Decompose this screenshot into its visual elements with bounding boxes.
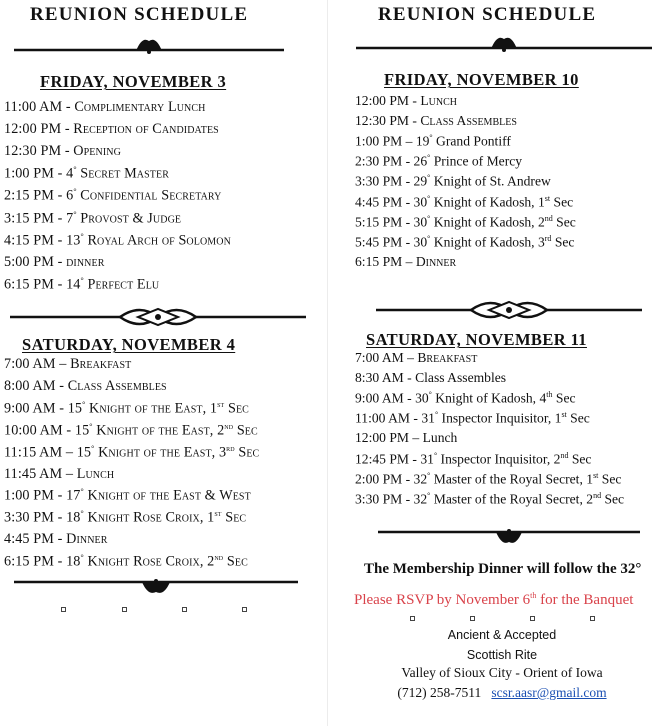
section-suffix: Sec (550, 194, 574, 210)
schedule-event: Lunch (420, 93, 457, 108)
schedule-separator: – (402, 253, 416, 269)
ordinal-suffix: nd (214, 553, 224, 563)
section-suffix: Sec (566, 410, 590, 426)
degree-sign: ° (91, 443, 95, 453)
degree-number: 32 (413, 491, 428, 507)
bullet-square-icon (590, 616, 595, 621)
degree-sign: ° (80, 231, 84, 241)
schedule-separator: - (402, 471, 414, 487)
schedule-event: Knight of Kadosh, 4 (435, 390, 547, 406)
section-suffix: Sec (552, 390, 576, 406)
org-name-line1: Ancient & Accepted (447, 628, 557, 642)
schedule-row (4, 99, 205, 116)
schedule-row (4, 143, 121, 160)
bullet-square-icon (470, 616, 475, 621)
schedule-time: 12:30 PM (355, 113, 410, 129)
degree-sign: ° (427, 233, 431, 243)
schedule-separator: – (62, 444, 77, 461)
degree-number: 15 (74, 422, 90, 439)
schedule-row (355, 173, 551, 190)
schedule-time: 9:00 AM (4, 400, 56, 417)
schedule-time: 11:45 AM (4, 465, 63, 482)
degree-number: 13 (66, 232, 81, 249)
degree-number: 18 (66, 553, 81, 570)
degree-number: 14 (66, 276, 81, 293)
schedule-event: Master of the Royal Secret, 1 (433, 471, 594, 487)
schedule-event: Knight of Kadosh, 2 (433, 214, 545, 230)
schedule-time: 6:15 PM (4, 553, 54, 570)
schedule-row (4, 466, 114, 483)
schedule-time: 12:30 PM (4, 143, 62, 160)
schedule-time: 7:00 AM (4, 356, 56, 372)
schedule-separator: - (409, 113, 421, 129)
schedule-time: 3:15 PM (4, 210, 54, 227)
schedule-time: 5:45 PM (355, 234, 403, 250)
schedule-row (4, 165, 169, 183)
schedule-event: dinner (66, 253, 105, 270)
schedule-event: Class Assembles (415, 370, 507, 386)
bullet-square-icon (61, 607, 66, 612)
degree-number: 29 (413, 173, 428, 189)
degree-number: 32 (413, 471, 428, 487)
schedule-row (355, 491, 624, 508)
degree-sign: ° (433, 450, 438, 460)
degree-number: 4 (66, 166, 74, 183)
schedule-separator: - (402, 214, 414, 230)
schedule-row (355, 214, 576, 231)
schedule-row (355, 390, 576, 407)
fan-divider-icon (14, 38, 284, 60)
schedule-event: Prince of Mercy (433, 153, 523, 169)
schedule-event: Knight of the East, 3 (98, 444, 227, 461)
schedule-event: Class Assembles (67, 377, 167, 394)
ordinal-suffix: nd (544, 213, 553, 223)
schedule-separator: - (402, 173, 414, 189)
right-title: REUNION SCHEDULE (378, 4, 597, 25)
degree-number: 30 (413, 214, 428, 230)
fan-divider-icon (356, 36, 652, 58)
schedule-event: Reception of Candidates (73, 121, 219, 138)
rsvp-text-end: for the Banquet (536, 592, 634, 608)
bullet-square-icon (242, 607, 247, 612)
schedule-event: Knight of the East & West (87, 488, 251, 505)
schedule-row (4, 400, 249, 418)
schedule-time: 8:30 AM (355, 370, 404, 386)
degree-sign: ° (80, 553, 84, 563)
schedule-row (4, 276, 159, 294)
schedule-separator: – (409, 430, 423, 446)
schedule-event: Royal Arch of Solomon (87, 232, 231, 249)
schedule-event: Inspector Inquisitor, 2 (440, 451, 561, 467)
degree-number: 26 (413, 153, 428, 169)
section-suffix: Sec (223, 553, 248, 570)
saturday-nov-11-heading: SATURDAY, NOVEMBER 11 (366, 330, 587, 349)
rsvp-note (354, 591, 633, 609)
degree-number: 18 (66, 510, 81, 527)
section-suffix: Sec (221, 510, 247, 527)
schedule-separator: - (53, 510, 67, 527)
degree-sign: ° (89, 421, 93, 431)
schedule-separator: - (402, 491, 414, 507)
degree-sign: ° (73, 165, 77, 175)
schedule-event: Knight Rose Croix, 2 (87, 553, 215, 570)
schedule-row (355, 451, 591, 468)
schedule-time: 1:00 PM (355, 133, 403, 149)
section-suffix: Sec (598, 471, 622, 487)
schedule-time: 4:45 PM (4, 531, 54, 548)
degree-sign: ° (80, 509, 84, 519)
schedule-event: Dinner (66, 531, 108, 548)
schedule-separator: - (402, 194, 414, 210)
ordinal-suffix: rd (544, 233, 552, 243)
schedule-time: 3:30 PM (355, 173, 403, 189)
schedule-separator: - (53, 253, 67, 270)
degree-number: 6 (66, 188, 74, 205)
schedule-separator: - (402, 234, 414, 250)
schedule-separator: - (53, 188, 67, 205)
degree-number: 30 (413, 194, 428, 210)
schedule-separator: - (409, 451, 421, 467)
schedule-time: 1:00 PM (4, 488, 54, 505)
contact-line (338, 685, 666, 701)
schedule-row (355, 194, 573, 211)
friday-nov-10-heading: FRIDAY, NOVEMBER 10 (384, 70, 579, 89)
schedule-row (4, 254, 104, 271)
fan-divider-bottom-icon (378, 524, 640, 546)
ordinal-suffix: th (546, 390, 553, 400)
degree-sign: ° (427, 470, 431, 480)
saturday-nov-4-heading: SATURDAY, NOVEMBER 4 (22, 335, 236, 354)
schedule-time: 2:30 PM (355, 153, 403, 169)
bullet-square-icon (122, 607, 127, 612)
degree-number: 31 (421, 410, 435, 426)
schedule-event: Class Assembles (420, 113, 517, 129)
schedule-row (4, 121, 219, 138)
org-name-line2: Scottish Rite (466, 648, 538, 662)
schedule-event: Breakfast (417, 350, 478, 365)
schedule-separator: - (53, 166, 67, 183)
degree-number: 7 (66, 210, 74, 227)
fan-divider-bottom-icon (14, 574, 298, 596)
ordinal-suffix: nd (560, 450, 569, 460)
schedule-separator: - (53, 488, 67, 505)
schedule-row (4, 509, 246, 527)
degree-number: 15 (76, 444, 92, 461)
schedule-separator: - (410, 410, 422, 426)
schedule-row (4, 487, 251, 505)
degree-sign: ° (427, 153, 431, 163)
schedule-time: 12:00 PM (355, 430, 410, 446)
schedule-time: 5:15 PM (355, 214, 403, 230)
schedule-separator: - (409, 93, 421, 108)
schedule-row (4, 531, 108, 548)
schedule-separator: - (55, 400, 68, 417)
phone-number: (712) 258-7511 (397, 685, 482, 700)
schedule-event: Lunch (76, 465, 115, 482)
schedule-event: Secret Master (80, 166, 169, 183)
schedule-separator: – (62, 465, 77, 482)
schedule-event: Confidential Secretary (80, 188, 222, 205)
schedule-row (355, 430, 457, 446)
schedule-time: 11:00 AM (355, 410, 411, 426)
schedule-time: 11:00 AM (4, 99, 63, 115)
schedule-separator: – (55, 356, 71, 372)
schedule-event: Knight of Kadosh, 3 (433, 234, 545, 250)
bullet-square-icon (410, 616, 415, 621)
section-suffix: Sec (233, 422, 258, 439)
schedule-event: Opening (73, 143, 121, 160)
degree-sign: ° (427, 213, 431, 223)
rsvp-text: Please RSVP by November 6 (354, 592, 531, 608)
schedule-row (355, 234, 574, 251)
schedule-time: 4:45 PM (355, 194, 403, 210)
section-suffix: Sec (601, 491, 625, 507)
schedule-event: Provost & Judge (80, 210, 182, 227)
ordinal-suffix: st (214, 509, 222, 519)
schedule-row (355, 471, 621, 488)
schedule-event: Dinner (415, 253, 457, 269)
degree-sign: ° (428, 390, 432, 400)
schedule-separator: - (402, 153, 414, 169)
schedule-time: 12:00 PM (4, 121, 62, 138)
ordinal-suffix: nd (224, 421, 234, 431)
schedule-time: 12:45 PM (355, 451, 410, 467)
schedule-time: 8:00 AM (4, 377, 56, 394)
schedule-event: Breakfast (70, 356, 132, 372)
schedule-separator: - (403, 390, 416, 406)
friday-nov-3-heading: FRIDAY, NOVEMBER 3 (40, 72, 227, 91)
schedule-separator: - (61, 121, 74, 138)
schedule-row (355, 350, 477, 366)
degree-sign: ° (80, 275, 84, 285)
schedule-event: Complimentary Lunch (74, 99, 206, 115)
left-title: REUNION SCHEDULE (30, 4, 249, 25)
schedule-separator: – (403, 350, 418, 365)
degree-number: 30 (413, 234, 428, 250)
degree-sign: ° (73, 187, 77, 197)
schedule-row (355, 153, 522, 170)
schedule-time: 10:00 AM (4, 422, 63, 439)
schedule-row (355, 133, 511, 150)
schedule-event: Inspector Inquisitor, 1 (441, 410, 562, 426)
schedule-separator: - (53, 232, 67, 249)
degree-sign: ° (434, 410, 439, 420)
schedule-time: 12:00 PM (355, 93, 410, 108)
ordinal-suffix: st (544, 193, 551, 203)
schedule-row (4, 210, 181, 228)
schedule-event: Lunch (422, 430, 458, 446)
schedule-row (355, 93, 457, 109)
degree-number: 17 (66, 488, 81, 505)
schedule-separator: - (61, 143, 74, 160)
schedule-row (4, 378, 167, 395)
schedule-row (355, 254, 456, 270)
schedule-time: 5:00 PM (4, 253, 54, 270)
schedule-row (4, 553, 248, 571)
schedule-time: 6:15 PM (4, 276, 54, 293)
degree-number: 19 (415, 133, 430, 149)
degree-sign: ° (82, 399, 86, 409)
degree-sign: ° (80, 487, 84, 497)
schedule-row (4, 232, 231, 250)
schedule-event: Knight of the East, 1 (89, 400, 218, 417)
degree-sign: ° (427, 173, 431, 183)
schedule-event: Knight of the East, 2 (96, 422, 225, 439)
schedule-row (4, 422, 258, 440)
degree-sign: ° (429, 133, 433, 143)
schedule-event: Knight of Kadosh, 1 (433, 194, 545, 210)
page-fold (327, 0, 328, 726)
degree-sign: ° (73, 209, 77, 219)
section-suffix: Sec (234, 444, 260, 461)
schedule-row (4, 444, 259, 462)
schedule-separator: – (402, 133, 416, 149)
schedule-separator: - (53, 553, 67, 570)
schedule-separator: - (53, 531, 67, 548)
schedule-row (4, 187, 221, 205)
section-suffix: Sec (568, 451, 592, 467)
schedule-time: 11:15 AM (4, 444, 63, 461)
bullet-square-icon (530, 616, 535, 621)
schedule-separator: - (403, 370, 416, 386)
schedule-separator: - (53, 276, 67, 293)
degree-sign: ° (427, 490, 431, 500)
schedule-row (4, 356, 131, 373)
schedule-time: 3:30 PM (4, 510, 54, 527)
schedule-time: 1:00 PM (4, 166, 54, 183)
schedule-event: Perfect Elu (87, 276, 160, 293)
schedule-row (355, 410, 590, 427)
section-suffix: Sec (224, 400, 249, 417)
ordinal-suffix: rd (226, 443, 235, 453)
schedule-event: Knight Rose Croix, 1 (87, 510, 215, 527)
schedule-time: 3:30 PM (355, 491, 403, 507)
schedule-row (355, 370, 506, 386)
email-link[interactable]: scsr.aasr@gmail.com (491, 685, 607, 700)
ordinal-suffix: nd (593, 490, 602, 500)
schedule-event: Knight of St. Andrew (433, 173, 551, 189)
schedule-event: Master of the Royal Secret, 2 (433, 491, 594, 507)
schedule-time: 9:00 AM (355, 390, 404, 406)
rsvp-ordinal: th (530, 591, 537, 600)
section-suffix: Sec (551, 234, 575, 250)
schedule-separator: - (53, 210, 67, 227)
schedule-separator: - (62, 99, 75, 115)
degree-number: 15 (67, 400, 83, 417)
ordinal-suffix: st (217, 399, 225, 409)
org-location: Valley of Sioux City - Orient of Iowa (401, 665, 603, 680)
schedule-event: Grand Pontiff (436, 133, 511, 149)
membership-dinner-note: The Membership Dinner will follow the 32° (364, 561, 642, 577)
bullet-square-icon (182, 607, 187, 612)
degree-number: 30 (415, 390, 429, 406)
schedule-separator: - (55, 377, 68, 394)
ordinal-suffix: st (561, 410, 567, 420)
schedule-time: 2:00 PM (355, 471, 403, 487)
schedule-time: 6:15 PM (355, 253, 403, 269)
schedule-time: 2:15 PM (4, 188, 54, 205)
schedule-separator: - (62, 422, 75, 439)
scroll-divider-icon (10, 304, 306, 330)
section-suffix: Sec (552, 214, 576, 230)
scroll-divider-icon (376, 297, 642, 323)
ordinal-suffix: st (593, 470, 599, 480)
schedule-time: 4:15 PM (4, 232, 54, 249)
degree-sign: ° (427, 193, 431, 203)
degree-number: 31 (420, 451, 434, 467)
schedule-row (355, 113, 517, 129)
schedule-time: 7:00 AM (355, 350, 404, 365)
